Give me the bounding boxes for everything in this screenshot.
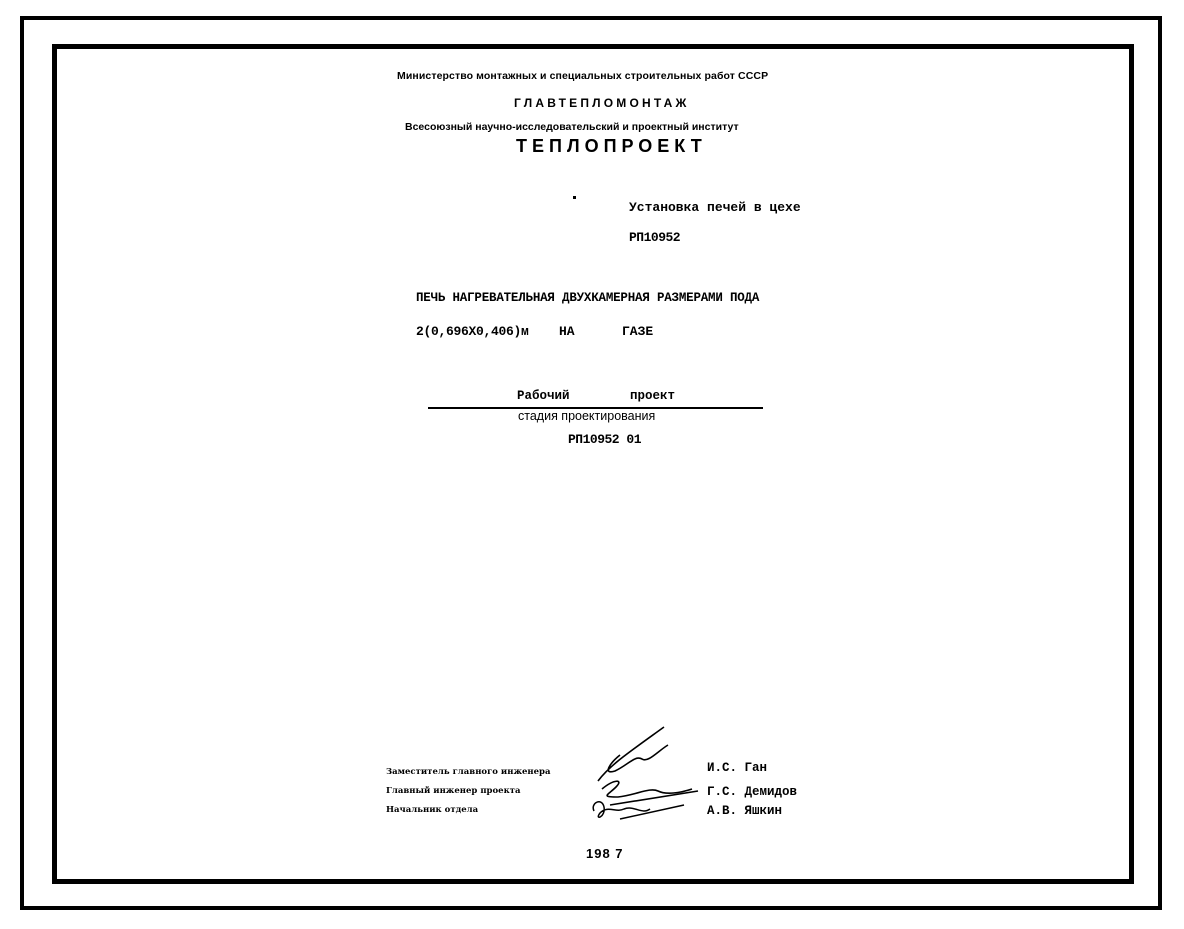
- signature-yashkin: [593, 802, 684, 819]
- approver-name: И.С. Ган: [707, 761, 768, 775]
- approver-name: А.В. Яшкин: [707, 804, 783, 818]
- series-code: РП10952: [629, 230, 681, 245]
- stage-word-project: проект: [630, 389, 676, 403]
- stage-word-working: Рабочий: [517, 389, 570, 403]
- object-on: НА: [559, 324, 575, 339]
- handwritten-signatures: [580, 715, 715, 835]
- ministry-name: Министерство монтажных и специальных строительных работ СССР: [397, 70, 769, 82]
- approver-position: Заместитель главного инженера: [386, 767, 551, 777]
- signature-gan: [598, 727, 668, 781]
- document-code: РП10952 01: [568, 432, 642, 447]
- institute-description: Всесоюзный научно-исследовательский и проектный институт: [405, 121, 739, 133]
- stage-caption: стадия проектирования: [518, 409, 656, 423]
- signature-demidov: [602, 781, 698, 805]
- approver-name: Г.С. Демидов: [707, 785, 798, 799]
- dot-mark: [573, 196, 576, 199]
- object-fuel: ГАЗЕ: [622, 324, 654, 339]
- object-title-line1: ПЕЧЬ НАГРЕВАТЕЛЬНАЯ ДВУХКАМЕРНАЯ РАЗМЕРАМИ ПОДА: [416, 291, 760, 305]
- approver-position: Начальник отдела: [386, 805, 479, 815]
- object-dimensions: 2(0,696Х0,406)м: [416, 324, 529, 339]
- approver-position: Главный инженер проекта: [386, 786, 521, 796]
- glavk-name: ГЛАВТЕПЛОМОНТАЖ: [514, 96, 690, 110]
- institute-name: ТЕПЛОПРОЕКТ: [516, 136, 707, 156]
- series-title: Установка печей в цехе: [629, 200, 801, 215]
- document-year: 198 7: [586, 846, 624, 861]
